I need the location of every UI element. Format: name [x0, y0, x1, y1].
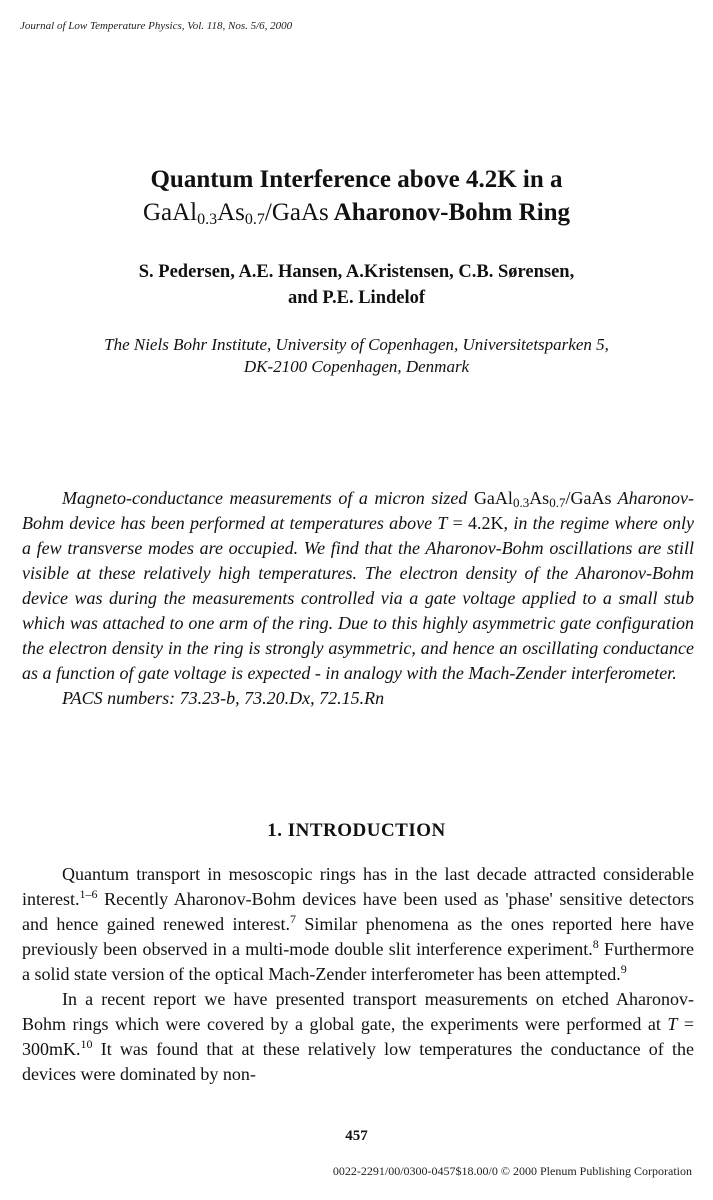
pacs-numbers: PACS numbers: 73.23-b, 73.20.Dx, 72.15.Rn	[62, 688, 385, 708]
authors-line-2: and P.E. Lindelof	[287, 288, 426, 308]
section-heading: 1. INTRODUCTION	[267, 820, 446, 841]
citation-ref: 9	[620, 962, 627, 976]
title-chem-subscript: 0.3	[197, 211, 218, 228]
journal-citation: Journal of Low Temperature Physics, Vol. 118, Nos. 5/6, 2000	[20, 20, 293, 32]
citation-ref: 10	[80, 1037, 93, 1051]
abstract	[22, 486, 694, 711]
abstract-text: in the regime where only a few transverse modes are occupied. We find that the Aharonov-Bohm oscillations are still visible at these relatively high temperatures. The electron density of the Aharonov-Bohm device was during the measurements controlled via a gate voltage applied to a small stub which was attached to one arm of the ring. Due to this highly asymmetric gate configuration the electron density in the ring is strongly asymmetric, and hence an oscillating conductance as a function of gate voltage is expected - in analogy with the Mach-Zender interferometer.	[22, 513, 694, 683]
abstract-chemical-formula	[474, 488, 612, 508]
citation-ref: 1–6	[79, 887, 98, 901]
authors-line-1: S. Pedersen, A.E. Hansen, A.Kristensen, C.B. Sørensen,	[138, 262, 575, 282]
body-text-run: Quantum transport in mesoscopic rings has in the last decade attracted considerable interest.	[22, 864, 694, 909]
title-chem-part: /GaAs	[264, 199, 329, 226]
body-paragraph-2	[22, 987, 694, 1087]
abstract-text: Magneto-conductance measurements of a micron sized	[62, 488, 474, 508]
citation-ref: 7	[289, 912, 296, 926]
title-chem-subscript: 0.7	[244, 211, 265, 228]
body-text	[22, 862, 694, 1087]
body-paragraph-1	[22, 862, 694, 987]
abstract-chem-part: As	[529, 488, 550, 508]
body-text-run: In a recent report we have presented transport measurements on etched Aharonov-Bohm rings which were covered by a global gate, the experiments were performed at	[22, 989, 694, 1034]
title-chem-part: As	[217, 199, 245, 226]
title-chemical-formula	[143, 199, 329, 226]
title-chem-part: GaAl	[142, 199, 198, 226]
abstract-chem-part: GaAl	[473, 488, 513, 508]
paper-title-line-2	[0, 197, 713, 229]
body-text-run: Recently Aharonov-Bohm devices have been used as 'phase' sensitive detectors and hence gained renewed interest.	[22, 889, 694, 934]
abstract-chem-subscript: 0.3	[512, 495, 530, 510]
temperature-variable: T	[667, 1014, 678, 1034]
page-number: 457	[345, 1128, 368, 1144]
paper-title-line-1: Quantum Interference above 4.2K in a	[150, 166, 563, 193]
citation-ref: 8	[592, 937, 599, 951]
body-text-run: It was found that at these relatively low temperatures the conductance of the devices were dominated by non-	[22, 1039, 694, 1084]
title-line-2-rest: Aharonov-Bohm Ring	[328, 199, 571, 226]
affiliation-line-2: DK-2100 Copenhagen, Denmark	[243, 357, 470, 376]
body-text-run: Furthermore a solid state version of the optical Mach-Zender interferometer has been attempted.	[22, 939, 694, 984]
body-text-run: Similar phenomena as the ones reported here have previously been observed in a multi-mode double slit interference experiment.	[22, 914, 694, 959]
footer-copyright: 0022-2291/00/0300-0457$18.00/0 © 2000 Plenum Publishing Corporation	[332, 1164, 692, 1178]
abstract-text: Aharonov-Bohm device has been performed at temperatures above	[22, 488, 695, 533]
abstract-chem-part: /GaAs	[565, 488, 612, 508]
abstract-temperature-variable: T	[437, 513, 448, 533]
affiliation-line-1: The Niels Bohr Institute, University of Copenhagen, Universitetsparken 5,	[104, 335, 609, 354]
abstract-temperature-value: = 4.2K,	[447, 513, 509, 533]
body-text-run: = 300mK.	[22, 1014, 694, 1059]
abstract-chem-subscript: 0.7	[549, 495, 566, 510]
abstract-paragraph	[22, 486, 694, 686]
